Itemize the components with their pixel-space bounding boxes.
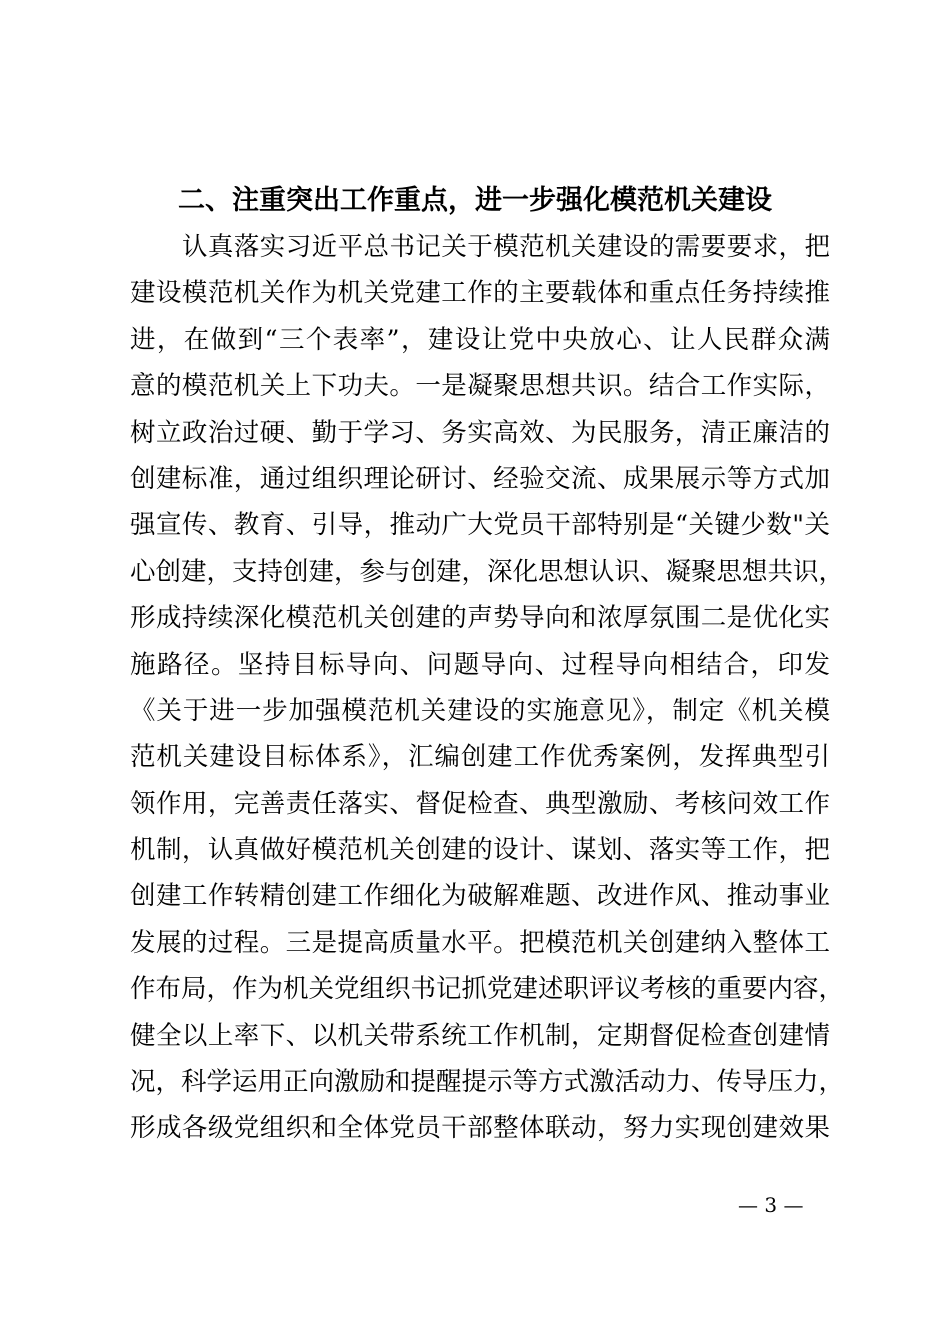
text-line: 建设模范机关作为机关党建工作的主要载体和重点任务持续推 [130,278,830,309]
text-line: 进，在做到“三个表率”，建设让党中央放心、让人民群众满 [130,324,830,355]
text-line: 机制，认真做好模范机关创建的设计、谋划、落实等工作，把 [130,835,830,866]
text-line: 意的模范机关上下功夫。一是凝聚思想共识。结合工作实际， [130,371,830,402]
text-line: 《关于进一步加强模范机关建设的实施意见》，制定《机关模 [130,695,830,726]
text-line: 健全以上率下、以机关带系统工作机制，定期督促检查创建情 [130,1020,830,1051]
text-line: 树立政治过硬、勤于学习、务实高效、为民服务，清正廉洁的 [130,417,830,448]
page-number: — 3 — [738,1193,804,1217]
text-line: 形成各级党组织和全体党员干部整体联动，努力实现创建效果 [130,1113,830,1144]
text-line: 形成持续深化模范机关创建的声势导向和浓厚氛围二是优化实 [130,603,830,634]
text-line: 作布局，作为机关党组织书记抓党建述职评议考核的重要内容， [130,974,845,1005]
text-line: 况，科学运用正向激励和提醒提示等方式激活动力、传导压力， [130,1067,845,1098]
text-line: 强宣传、教育、引导，推动广大党员干部特别是“关键少数"关 [130,510,830,541]
text-line: 创建工作转精创建工作细化为破解难题、改进作风、推动事业 [130,881,830,912]
text-line: 创建标准，通过组织理论研讨、经验交流、成果展示等方式加 [130,463,830,494]
body-paragraph [130,224,845,1152]
text-line: 认真落实习近平总书记关于模范机关建设的需要要求，把 [182,232,830,262]
text-line: 发展的过程。三是提高质量水平。把模范机关创建纳入整体工 [130,927,830,958]
text-line: 领作用，完善责任落实、督促检查、典型激励、考核问效工作 [130,788,830,819]
text-line: 施路径。坚持目标导向、问题导向、过程导向相结合，印发 [130,649,830,680]
text-line: 心创建，支持创建，参与创建，深化思想认识、凝聚思想共识， [130,556,845,587]
section-heading: 二、注重突出工作重点，进一步强化模范机关建设 [178,185,772,216]
text-line: 范机关建设目标体系》，汇编创建工作优秀案例，发挥典型引 [130,742,830,773]
